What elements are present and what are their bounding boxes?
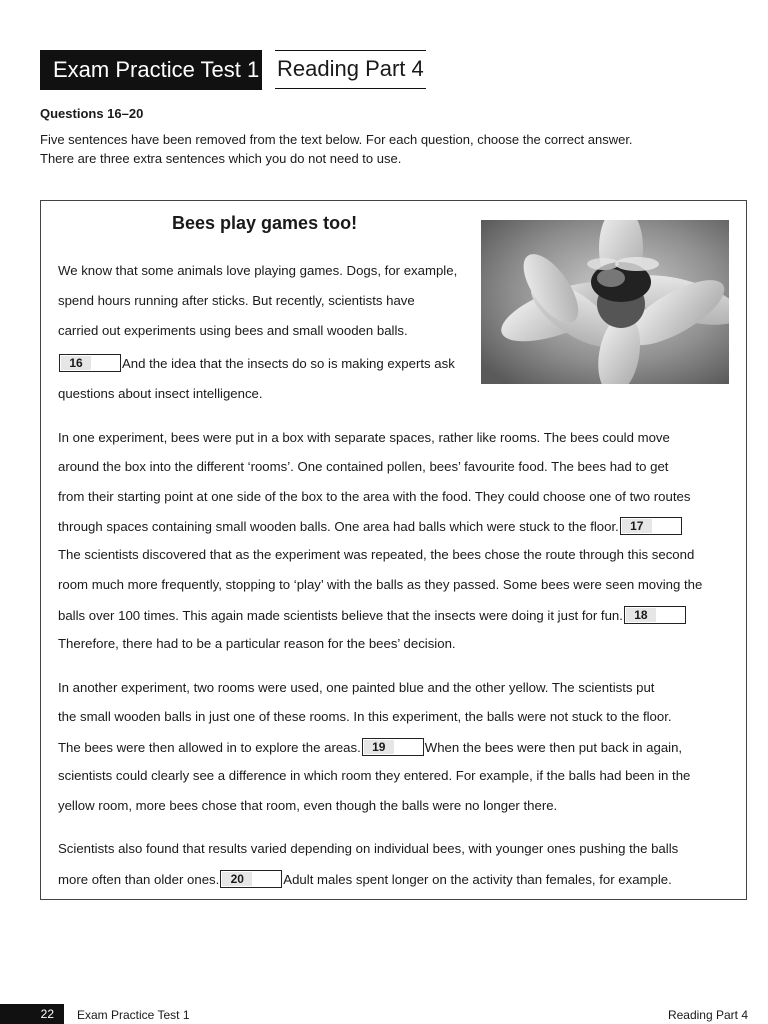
gap-number: 20 <box>222 872 252 886</box>
passage-line <box>58 354 455 372</box>
instruction-line: There are three extra sentences which you do not need to use. <box>40 151 402 166</box>
part-title: Reading Part 4 <box>275 50 426 89</box>
gap-20[interactable] <box>220 870 282 888</box>
passage-text: And the idea that the insects do so is making experts ask <box>122 356 455 371</box>
passage-line: We know that some animals love playing games. Dogs, for example, <box>58 263 458 278</box>
passage-line: Scientists also found that results varied depending on individual bees, with younger ones pushing the balls <box>58 841 679 856</box>
gap-number: 17 <box>622 519 652 533</box>
passage-line <box>58 870 672 888</box>
passage-text: balls over 100 times. This again made scientists believe that the insects were doing it just for fun. <box>58 608 623 623</box>
gap-number: 18 <box>626 608 656 622</box>
passage-line: from their starting point at one side of the box to the area with the food. They could choose one of two routes <box>58 489 691 504</box>
passage-line: room much more frequently, stopping to ‘play’ with the balls as they passed. Some bees were seen moving the <box>58 577 703 592</box>
questions-heading: Questions 16–20 <box>40 106 144 121</box>
passage-text: through spaces containing small wooden balls. One area had balls which were stuck to the floor. <box>58 519 619 534</box>
bee-photo-illustration <box>481 220 729 384</box>
footer-right-label: Reading Part 4 <box>667 1008 748 1022</box>
passage-box <box>40 200 747 900</box>
gap-17[interactable] <box>620 517 682 535</box>
bee-on-flower-photo <box>481 220 729 384</box>
passage-line: The scientists discovered that as the experiment was repeated, the bees chose the route through this second <box>58 547 695 562</box>
gap-16[interactable] <box>59 354 121 372</box>
passage-line: the small wooden balls in just one of these rooms. In this experiment, the balls were not stuck to the floor. <box>58 709 672 724</box>
passage-line: questions about insect intelligence. <box>58 386 263 401</box>
passage-line: In another experiment, two rooms were used, one painted blue and the other yellow. The scientists put <box>58 680 655 695</box>
passage-line: yellow room, more bees chose that room, even though the balls were no longer there. <box>58 798 558 813</box>
exam-title: Exam Practice Test 1 <box>40 50 262 90</box>
passage-title: Bees play games too! <box>172 213 358 233</box>
footer-left-label: Exam Practice Test 1 <box>77 1008 190 1022</box>
passage-line <box>58 738 682 756</box>
gap-number: 19 <box>364 740 394 754</box>
passage-line <box>58 517 683 535</box>
gap-19[interactable] <box>362 738 424 756</box>
passage-line <box>58 606 687 624</box>
passage-line: In one experiment, bees were put in a box with separate spaces, rather like rooms. The bees could move <box>58 430 670 445</box>
passage-line: spend hours running after sticks. But recently, scientists have <box>58 293 415 308</box>
gap-number: 16 <box>61 356 91 370</box>
page-number: 22 <box>0 1004 64 1024</box>
gap-18[interactable] <box>624 606 686 624</box>
passage-line: carried out experiments using bees and small wooden balls. <box>58 323 408 338</box>
passage-line: Therefore, there had to be a particular reason for the bees’ decision. <box>58 636 456 651</box>
instruction-line: Five sentences have been removed from the text below. For each question, choose the correct answer. <box>40 132 633 147</box>
passage-text: When the bees were then put back in again, <box>424 740 683 755</box>
passage-text: Adult males spent longer on the activity than females, for example. <box>283 872 672 887</box>
passage-line: scientists could clearly see a difference in which room they entered. For example, if the balls had been in the <box>58 768 691 783</box>
passage-text: more often than older ones. <box>58 872 220 887</box>
page-header <box>40 50 426 90</box>
instructions <box>40 130 740 168</box>
passage-text: The bees were then allowed in to explore the areas. <box>58 740 361 755</box>
passage-line: around the box into the different ‘rooms’. One contained pollen, bees’ favourite food. The bees had to get <box>58 459 669 474</box>
